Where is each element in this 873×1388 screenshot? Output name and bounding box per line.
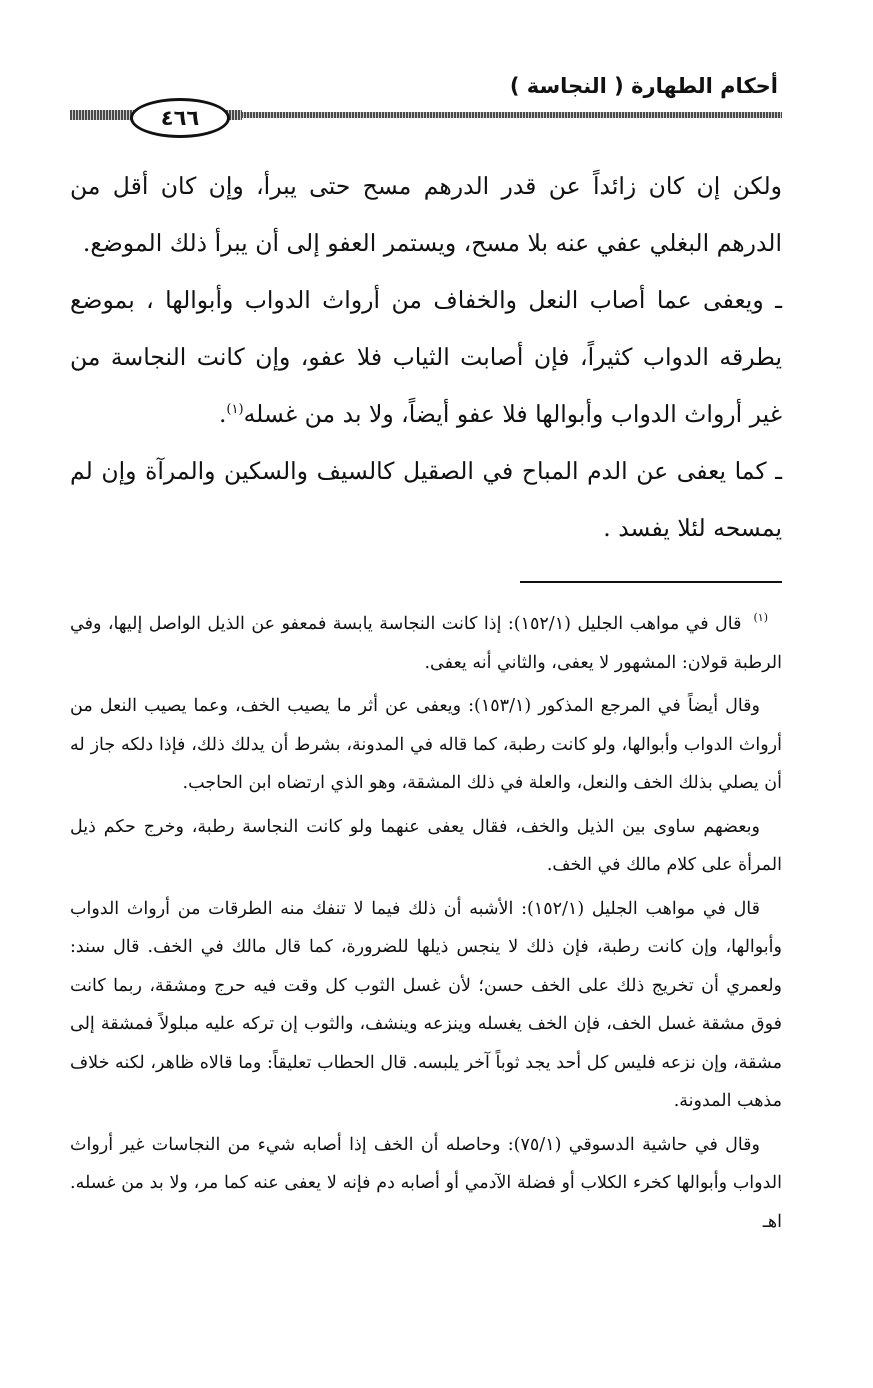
- page-header: [70, 70, 782, 130]
- footnote-text: قال في مواهب الجليل (١٥٢/١): إذا كانت النجاسة يابسة فمعفو عن الذيل الواصل إليها، وفي الرطبة قولان: المشهور لا يعفى، والثاني أنه يعفى.: [70, 614, 782, 673]
- main-paragraph: ولكن إن كان زائداً عن قدر الدرهم مسح حتى يبرأ، وإن كان أقل من الدرهم البغلي عفي عنه بلا مسح، ويستمر العفو إلى أن يبرأ ذلك الموضع.: [70, 172, 782, 257]
- book-page: [70, 70, 782, 1360]
- main-paragraph-text: ـ ويعفى عما أصاب النعل والخفاف من أرواث الدواب وأبوالها ، بموضع يطرقه الدواب كثيراً، فإن أصابت الثياب فلا عفو، وإن كانت النجاسة من غير أرواث الدواب وأبوالها فلا عفو أيضاً، ولا بد من غسله: [70, 286, 782, 428]
- header-rule-right: [232, 112, 782, 118]
- footnote-paragraph: وقال في حاشية الدسوقي (٧٥/١): وحاصله أن الخف إذا أصابه شيء من النجاسات غير أرواث الدواب وأبوالها كخرء الكلاب أو فضلة الآدمي أو أصابه دم فإنه لا يعفى عنه كما مر، ولا بد من غسله. اهـ: [70, 1134, 782, 1232]
- running-title: أحكام الطهارة ( النجاسة ): [509, 74, 778, 98]
- footnote-paragraph: قال في مواهب الجليل (١٥٢/١): الأشبه أن ذلك فيما لا تنفك منه الطرقات من أرواث الدواب وأبوالها، وإن كانت رطبة، فإن ذلك لا ينجس ذيلها للضرورة، كما قال مالك في الخف. قال سند: ولعمري أن تخريج ذلك على الخف حسن؛ لأن غسل الثوب كل وقت فيه حرج ومشقة، ربما كانت فوق مشقة غسل الخف، فإن الخف يغسله وينزعه وينشف، والثوب إن تركه عليه مبلولاً فمشقة إلى مشقة، وإن نزعه فليس كل أحد يجد ثوباً آخر يلبسه. قال الحطاب تعليقاً: وما قالاه ظاهر، لكنه خلاف مذهب المدونة.: [70, 898, 782, 1111]
- main-text: [70, 158, 782, 557]
- footnote-paragraph: وبعضهم ساوى بين الذيل والخف، فقال يعفى عنهما ولو كانت النجاسة رطبة، وخرج حكم ذيل المرأة على كلام مالك في الخف.: [70, 816, 782, 875]
- footnote-marker: (١): [753, 611, 768, 624]
- main-paragraph: ـ ويعفى عما أصاب النعل والخفاف من أرواث الدواب وأبوالها ، بموضع يطرقه الدواب كثيراً، فإن أصابت الثياب فلا عفو، وإن كانت النجاسة من غير أرواث الدواب وأبوالها فلا عفو أيضاً، ولا بد من غسله$^{(١)}$.: [70, 286, 782, 428]
- footnotes: [70, 599, 782, 1241]
- page-number: [130, 98, 230, 138]
- footnote-paragraph: [70, 599, 782, 682]
- main-paragraph: ـ كما يعفى عن الدم المباح في الصقيل كالسيف والسكين والمرآة وإن لم يمسحه لئلا يفسد .: [70, 457, 782, 542]
- footnote-paragraph: وقال أيضاً في المرجع المذكور (١٥٣/١): ويعفى عن أثر ما يصيب الخف، وعما يصيب النعل من أرواث الدواب وأبوالها، ولو كانت رطبة، كما قاله في المدونة، بشرط أن يدلك ذلك، فإذا دلكه جاز له أن يصلي بذلك الخف والنعل، والعلة في ذلك المشقة، وهو الذي ارتضاه ابن الحاجب.: [70, 696, 782, 793]
- footnote-reference[interactable]: (١): [226, 402, 244, 418]
- page-number-text: ٤٦٦: [160, 106, 200, 130]
- footnote-separator: [520, 581, 782, 583]
